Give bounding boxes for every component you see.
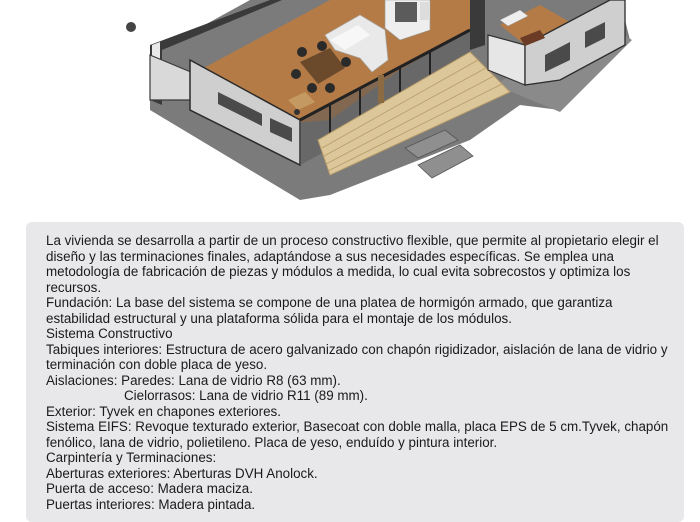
interior-walls-paragraph: Tabiques interiores: Estructura de acero galvanizado con chapón rigidizador, aislación de lana de vidrio y terminación con doble placa de yeso. — [46, 341, 668, 372]
house-render-image — [0, 0, 700, 210]
interior-doors-line: Puertas interiores: Madera pintada. — [46, 496, 256, 512]
carpentry-heading: Carpintería y Terminaciones: — [46, 450, 217, 465]
exterior-openings-line: Aberturas exteriores: Aberturas DVH Anolock. — [46, 465, 318, 481]
insulation-ceilings-line: Cielorrasos: Lana de vidrio R11 (89 mm). — [124, 388, 368, 403]
eifs-paragraph: Sistema EIFS: Revoque texturado exterior, Basecoat con doble malla, placa EPS de 5 cm.Tyvek, chapón fenólico, lana de vidrio, polietileno. Placa de yeso, enduído y pintura interior. — [46, 419, 669, 450]
construction-system-heading: Sistema Constructivo — [46, 326, 173, 341]
foundation-paragraph: Fundación: La base del sistema se compone de una platea de hormigón armado, que garantiza estabilidad estructural y una plataforma sólida para el montaje de los módulos. — [46, 295, 613, 326]
entry-door-line: Puerta de acceso: Madera maciza. — [46, 481, 253, 496]
description-card — [26, 222, 684, 522]
insulation-walls-line: Aislaciones: Paredes: Lana de vidrio R8 (63 mm). — [46, 372, 341, 388]
right-wing-wall — [470, 0, 485, 50]
intro-paragraph: La vivienda se desarrolla a partir de un proceso constructivo flexible, que permite al propietario elegir el diseño y las terminaciones finales, adaptándose a sus necesidades específicas. Se emplea una metodología de fabricación de piezas y módulos a medida, lo cual evita sobrecostos y optimiza los recursos. — [46, 233, 659, 295]
exterior-line: Exterior: Tyvek en chapones exteriores. — [46, 403, 281, 419]
